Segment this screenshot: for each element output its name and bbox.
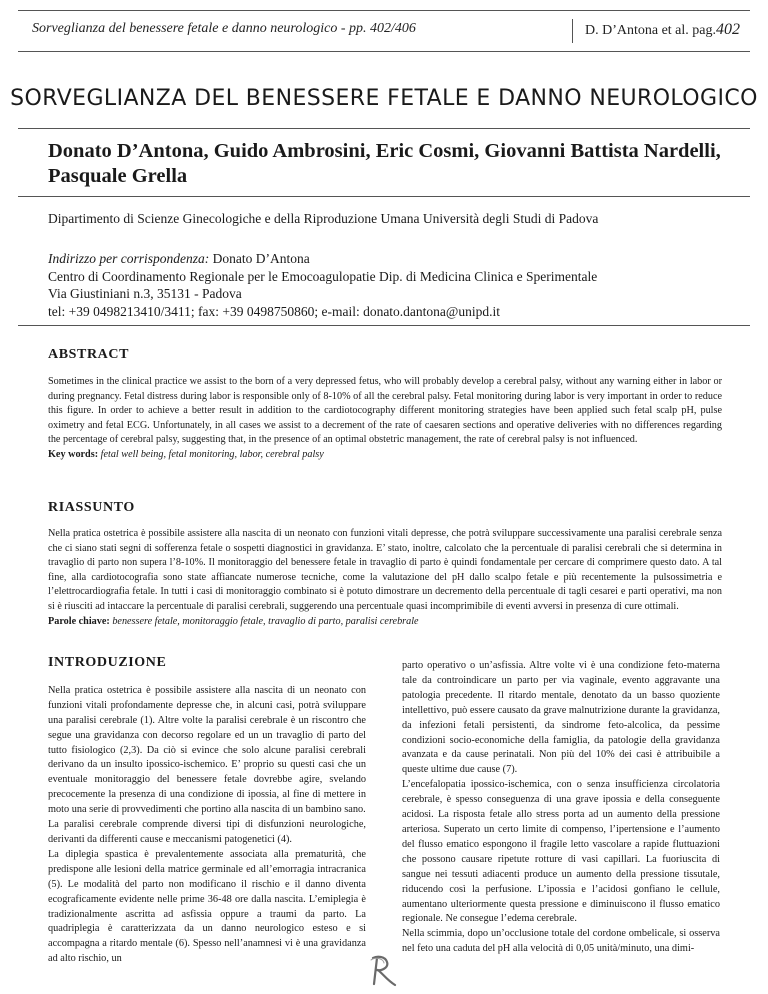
intro-paragraph-4: parto operativo o un’asfissia. Altre volte vi è una condizione feto-materna tale da controindicare un parto per via vaginale, evento aggravante una patologia precedente. Il ritardo mentale, denotato da un basso quoziente intellettivo, può essere causato da grave malnutrizione durante la gravidanza, da infezioni fetali persistenti, da sindrome feto-alcolica, da pessime condizioni socio-economiche della famiglia, da patologie della gravidanza avanzata e da cause perinatali. Non più del 10% dei casi è attribuibile a queste ultime due cause (7).	[402, 660, 720, 776]
riassunto-text: Nella pratica ostetrica è possibile assistere alla nascita di un neonato con funzioni vitali depresse, che potrà sviluppare successivamente una paralisi cerebrale senza che ci siano stati segni di sofferenza fetale o sospetti diagnostici in gravidanza. E’ stato, inoltre, calcolato che la percentuale di paralisi cerebrali che si determina in travaglio di parto non supera l’8-10%. Il monitoraggio del benessere fetale in travaglio di parto è quindi fondamentale per cercare di comprimere questo dato. A tal fine, alla cardiotocografia sono state affiancate numerose tecniche, come la valutazione del pH dallo scalpo fetale e più recentemente la pulsossimetria e l’elettrocardiografia fetale. In tutti i casi di monitoraggio combinato si è potuto dimostrare un decremento della percentuale di tagli cesarei e parti operativi, ma non si è riusciti ad intaccare la percentuale di paralisi cerebrali, suggerendo una percentuale quasi incomprimibile di eventi avversi in presenza di cure ottimali.	[48, 528, 722, 612]
divider-correspondence	[18, 325, 750, 326]
abstract-heading: ABSTRACT	[48, 347, 130, 362]
header-author-page	[585, 21, 740, 39]
affiliation: Dipartimento di Scienze Ginecologiche e della Riproduzione Umana Università degli Studi di Padova	[48, 211, 599, 226]
correspondence-block	[48, 250, 738, 320]
correspondence-institution: Centro di Coordinamento Regionale per le Emocoagulopatie Dip. di Medicina Clinica e Sperimentale	[48, 268, 598, 284]
intro-paragraph-3: La diplegia spastica è prevalentemente associata alla prematurità, che predispone alle lesioni della matrice germinale ed all’emorragia intracranica (5). Le modalità del parto non modificano il rischio e il danno diventa ecograficamente evidente nelle prime 36-48 ore dalla nascita. L’emiplegia è tradizionalmente ascritta ad asfissia oppure a traumi da parto. La quadriplegia è caratterizzata da un danno neurologico esteso e si accompagna a ritardo mentale (6). Spesso nell’anamnesi vi è una gravidanza ad alto rischio, un	[48, 848, 366, 965]
correspondence-name: Donato D’Antona	[209, 251, 310, 266]
correspondence-address: Via Giustiniani n.3, 35131 - Padova	[48, 286, 242, 301]
abstract-keywords-label: Key words:	[48, 448, 99, 460]
column-right	[402, 659, 720, 957]
column-left	[48, 656, 366, 967]
authors-line-1: Donato D’Antona, Guido Ambrosini, Eric Cosmi, Giovanni Battista Nardelli,	[48, 140, 721, 162]
intro-paragraph-2: La paralisi cerebrale comprende diversi tipi di disfunzioni neurologiche, derivanti da differenti cause e meccanismi patogenetici (4).	[48, 819, 366, 845]
header-divider	[572, 19, 573, 43]
introduzione-heading: INTRODUZIONE	[48, 655, 167, 670]
riassunto-body	[48, 527, 722, 629]
intro-paragraph-6: Nella scimmia, dopo un’occlusione totale del cordone ombelicale, si osserva nel feto una caduta del pH alla velocità di 0,05 unità/minuto, una dimi-	[402, 928, 720, 955]
page-number: 402	[716, 21, 740, 38]
publisher-logo-icon	[365, 954, 401, 988]
authors	[48, 139, 728, 189]
divider-authors	[18, 196, 750, 197]
abstract-keywords: fetal well being, fetal monitoring, labor, cerebral palsy	[98, 448, 324, 460]
running-title: Sorveglianza del benessere fetale e danno neurologico - pp. 402/406	[32, 21, 416, 36]
authors-line-2: Pasquale Grella	[48, 165, 188, 187]
running-header	[18, 10, 750, 52]
riassunto-keywords: benessere fetale, monitoraggio fetale, travaglio di parto, paralisi cerebrale	[109, 615, 419, 627]
divider-title	[18, 128, 750, 129]
riassunto-heading: RIASSUNTO	[48, 500, 135, 515]
abstract-text: Sometimes in the clinical practice we assist to the born of a very depressed fetus, who will probably develop a cerebral palsy, without any warning either in labor or during pregnancy. Fetal distress during labor is responsible only of 8-10% of all the cerebral palsy. Fetal monitoring during labor is very important in order to reduce this figure. In order to achieve a better result in addition to the cardiotocography different monitoring strategies have been applied such fetal scalp pH, pulse oximetry and fetal ECG. Unfortunately, in all cases we assist to a decrement of the rate of caesaren sections and operative deliveries with no differences regarding the percentage of cerebral palsy, suggesting that, in the presence of an optimal obstetric management, the rate of cerebral palsy is not influenced.	[48, 376, 722, 446]
abstract-body	[48, 375, 722, 463]
author-ref: D. D’Antona et al. pag.	[584, 23, 716, 38]
riassunto-keywords-label: Parole chiave:	[48, 615, 110, 627]
correspondence-contacts: tel: +39 0498213410/3411; fax: +39 0498750860; e-mail: donato.dantona@unipd.it	[48, 303, 500, 319]
intro-paragraph-1: Nella pratica ostetrica è possibile assistere alla nascita di un neonato con funzioni vitali profondamente depresse che, in alcuni casi, potrà sviluppare una paralisi cerebrale (1). Altre volte la paralisi cerebrale è un riscontro che segue una gravidanza con decorso regolare ed un un travaglio di parto del tutto fisiologico (2,3). Da ciò si evince che solo alcune paralisi cerebrali derivano da un insulto ipossico-ischemico. E’ proprio su questi casi che un eventuale monitoraggio del benessere fetale dovrebbe agire, svelando precocemente la presenza di una condizione di ipossia, al fine di mettere in moto una serie di provvedimenti che portino alla nascita di un bambino sano.	[48, 684, 366, 816]
article-title: SORVEGLIANZA DEL BENESSERE FETALE E DANNO NEUROLOGICO	[10, 86, 758, 111]
intro-paragraph-5: L’encefalopatia ipossico-ischemica, con o senza insufficienza circolatoria cerebrale, è spesso conseguenza di una grave ipossia e della conseguente acidosi. La risposta fetale allo stress porta ad un aumento della pressione arteriosa. Superato un certo limite di compenso, l’ipertensione e l’aumento del flusso ematico espongono il fragile letto vascolare a rapide fluttuazioni che possono causare ripetute rotture di vasi capillari. La fuoriuscita di sangue nei tessuti adiacenti produce un aumento della pressione tissutale, riducendo così la perfusione. L’ipossia e l’acidosi gonfiano le cellule, aumentano ulteriormente questa pressione e diminuiscono il flusso ematico regionale. Ne consegue l’edema cerebrale.	[402, 779, 720, 925]
correspondence-label: Indirizzo per corrispondenza:	[48, 251, 210, 266]
